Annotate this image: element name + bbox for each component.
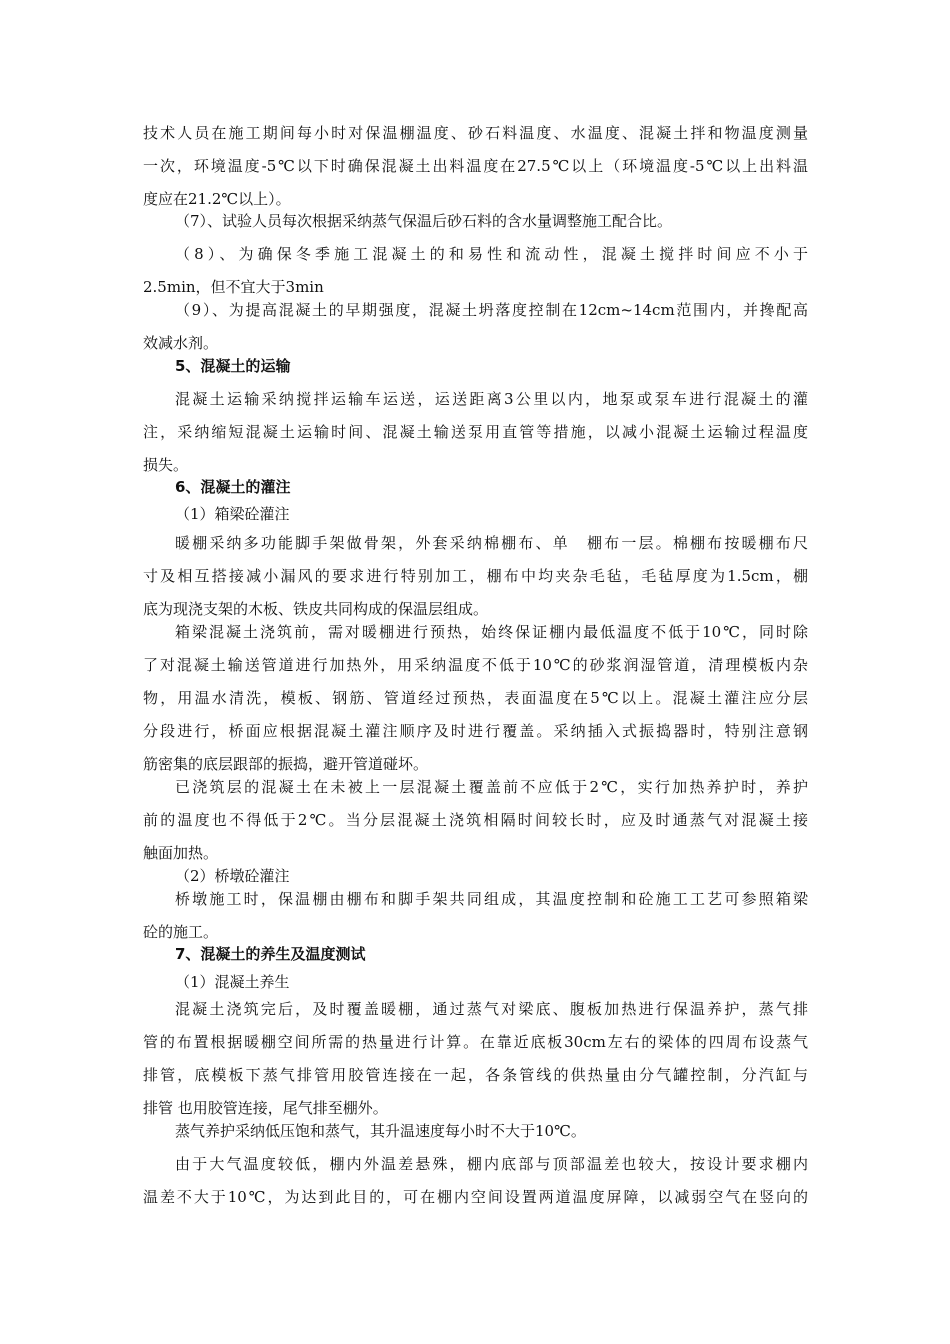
subsection-heading: （1）混凝土养生 — [175, 973, 290, 991]
text-line: 底为现浇支架的木板、铁皮共同构成的保温层组成。 — [143, 600, 489, 618]
section-heading: 5、混凝土的运输 — [175, 357, 291, 375]
subsection-heading: （1）箱梁砼灌注 — [175, 505, 290, 523]
text-line: （7）、试验人员每次根据采纳蒸气保温后砂石料的含水量调整施工配合比。 — [175, 212, 673, 230]
text-line: 触面加热。 — [143, 844, 219, 862]
text-line: 筋密集的底层跟部的振捣，避开管道碰坏。 — [143, 755, 429, 773]
text-line: 了对混凝土输送管道进行加热外，用采纳温度不低于10℃的砂浆润湿管道，清理模板内杂 — [143, 656, 808, 674]
section-heading: 6、混凝土的灌注 — [175, 478, 291, 496]
section-heading: 7、混凝土的养生及温度测试 — [175, 945, 366, 963]
text-line: 技术人员在施工期间每小时对保温棚温度、砂石料温度、水温度、混凝土拌和物温度测量 — [143, 124, 808, 142]
text-line: 寸及相互搭接减小漏风的要求进行特别加工，棚布中均夹杂毛毡，毛毡厚度为1.5cm，棚 — [143, 567, 808, 585]
text-line: 注，采纳缩短混凝土运输时间、混凝土输送泵用直管等措施，以减小混凝土运输过程温度 — [143, 423, 808, 441]
text-line: 箱梁混凝土浇筑前，需对暖棚进行预热，始终保证棚内最低温度不低于10℃，同时除 — [175, 623, 808, 641]
text-line: 混凝土运输采纳搅拌运输车运送，运送距离3公里以内，地泵或泵车进行混凝土的灌 — [175, 390, 808, 408]
text-line: 管的布置根据暖棚空间所需的热量进行计算。在靠近底板30cm左右的梁体的四周布设蒸气 — [143, 1033, 808, 1051]
subsection-heading: （2）桥墩砼灌注 — [175, 867, 290, 885]
text-line: 排管，底模板下蒸气排管用胶管连接在一起，各条管线的供热量由分气罐控制，分汽缸与 — [143, 1066, 808, 1084]
text-line: 暖棚采纳多功能脚手架做骨架，外套采纳棉棚布、单 棚布一层。棉棚布按暖棚布尺 — [175, 534, 808, 552]
text-line: 桥墩施工时，保温棚由棚布和脚手架共同组成，其温度控制和砼施工工艺可参照箱梁 — [175, 890, 808, 908]
text-line: 排管 也用胶管连接，尾气排至棚外。 — [143, 1099, 388, 1117]
text-line: 物，用温水清洗，模板、钢筋、管道经过预热，表面温度在5℃以上。混凝土灌注应分层 — [143, 689, 808, 707]
text-line: 已浇筑层的混凝土在未被上一层混凝土覆盖前不应低于2℃，实行加热养护时，养护 — [175, 778, 808, 796]
text-line: 温差不大于10℃，为达到此目的，可在棚内空间设置两道温度屏障，以减弱空气在竖向的 — [143, 1188, 808, 1206]
text-line: 蒸气养护采纳低压饱和蒸气，其升温速度每小时不大于10℃。 — [175, 1122, 586, 1140]
text-line: （9）、为提高混凝土的早期强度，混凝土坍落度控制在12cm~14cm范围内，并搀配高 — [175, 301, 808, 319]
text-line: 砼的施工。 — [143, 923, 219, 941]
text-line: 2.5min，但不宜大于3min — [143, 278, 324, 296]
text-line: 度应在21.2℃以上）。 — [143, 190, 291, 208]
text-line: 损失。 — [143, 456, 189, 474]
text-line: 一次，环境温度-5℃以下时确保混凝土出料温度在27.5℃以上（环境温度-5℃以上出料温 — [143, 157, 808, 175]
text-line: 由于大气温度较低，棚内外温差悬殊，棚内底部与顶部温差也较大，按设计要求棚内 — [175, 1155, 808, 1173]
text-line: 分段进行，桥面应根据混凝土灌注顺序及时进行覆盖。采纳插入式振捣器时，特别注意钢 — [143, 722, 808, 740]
text-line: 混凝土浇筑完后，及时覆盖暖棚，通过蒸气对梁底、腹板加热进行保温养护，蒸气排 — [175, 1000, 808, 1018]
text-line: （8）、为确保冬季施工混凝土的和易性和流动性，混凝土搅拌时间应不小于 — [175, 245, 808, 263]
text-line: 效减水剂。 — [143, 334, 219, 352]
text-line: 前的温度也不得低于2℃。当分层混凝土浇筑相隔时间较长时，应及时通蒸气对混凝土接 — [143, 811, 808, 829]
